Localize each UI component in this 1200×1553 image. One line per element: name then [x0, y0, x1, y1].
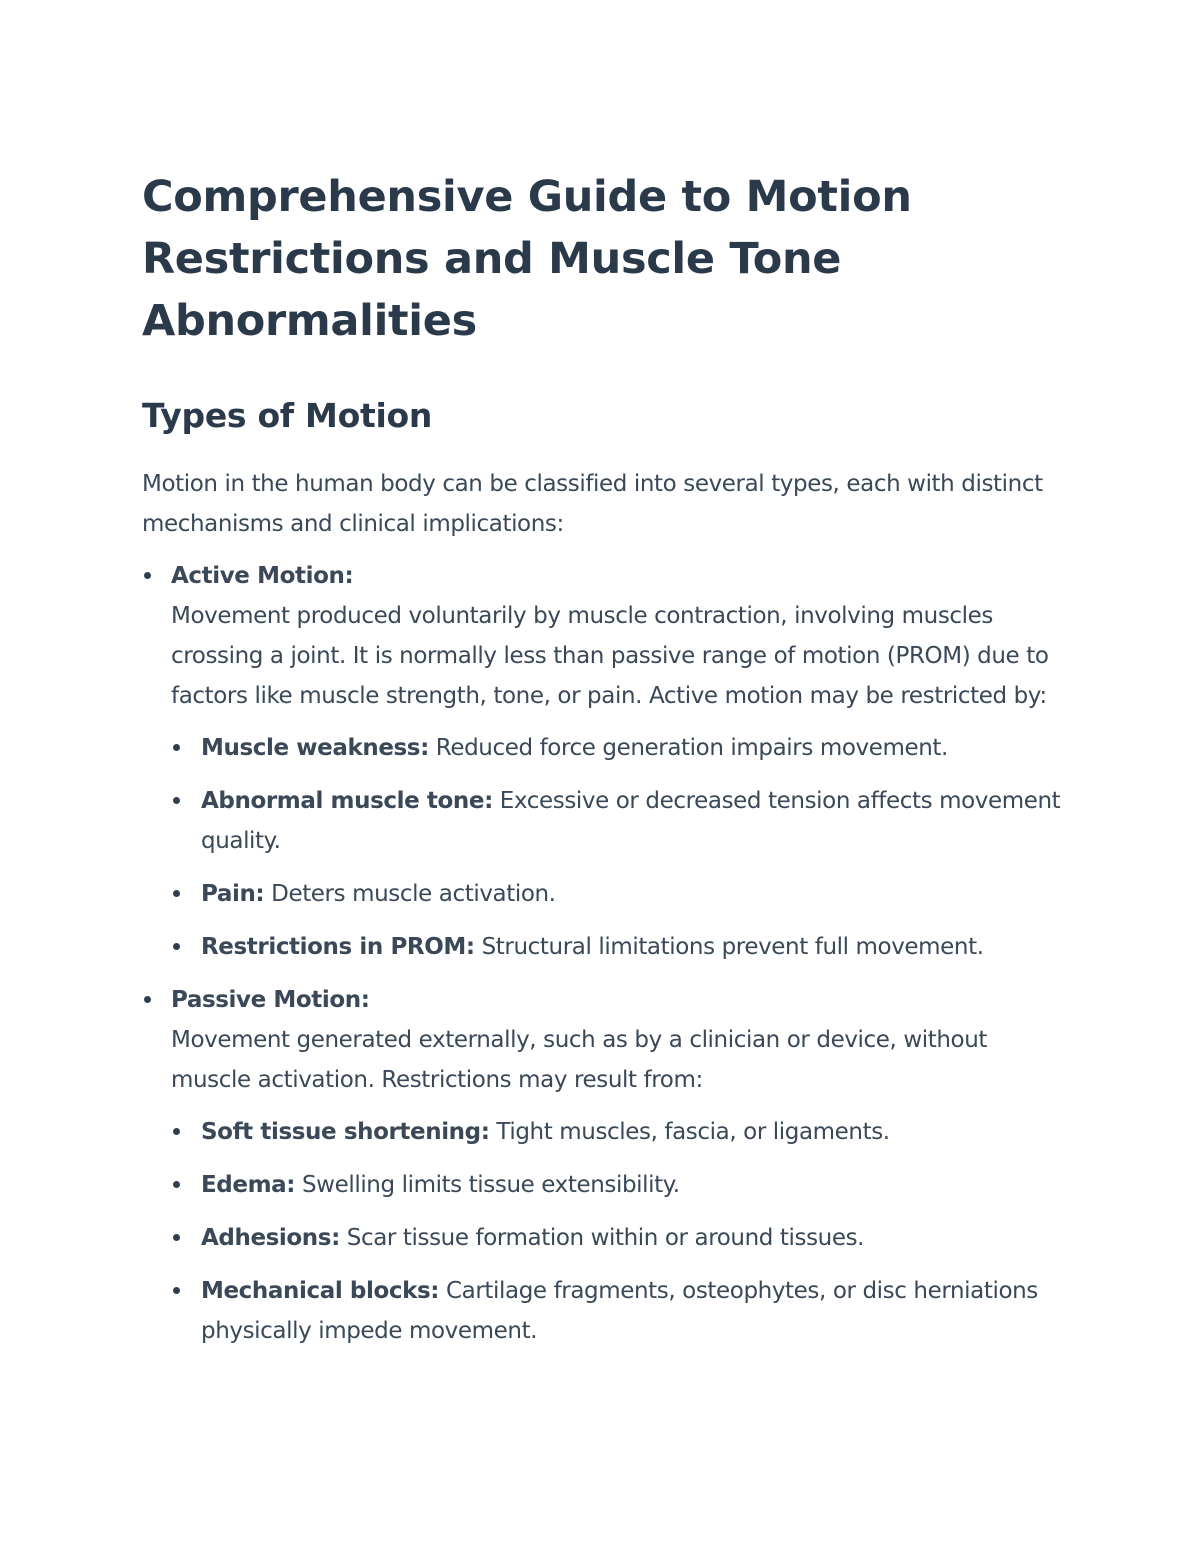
item-description: Movement produced voluntarily by muscle contraction, involving muscles crossing a joint. It is normally less than passive range of motion (PROM) due to factors like muscle strength, tone, or pain. Active motion may be restricted by:	[171, 603, 1049, 709]
sub-list-item	[171, 728, 1072, 768]
sub-list-item	[171, 781, 1072, 861]
sub-list-item	[171, 874, 1072, 914]
sub-list-item	[171, 1165, 1072, 1205]
sub-list	[171, 728, 1072, 967]
sub-list-item	[171, 927, 1072, 967]
bullet-icon	[173, 797, 180, 804]
sub-item-term: Edema:	[201, 1172, 296, 1198]
sub-item-term: Adhesions:	[201, 1225, 340, 1251]
item-title: Active Motion:	[171, 563, 354, 589]
sub-item-text: Scar tissue formation within or around tissues.	[339, 1225, 865, 1251]
bullet-icon	[173, 943, 180, 950]
sub-list-item	[171, 1112, 1072, 1152]
section-heading: Types of Motion	[142, 396, 433, 435]
document-page	[142, 166, 1072, 1364]
sub-item-text: Reduced force generation impairs movement.	[428, 735, 948, 761]
intro-paragraph: Motion in the human body can be classified into several types, each with distinct mechanisms and clinical implications:	[142, 471, 1043, 537]
sub-item-term: Muscle weakness:	[201, 735, 429, 761]
sub-item-text: Tight muscles, fascia, or ligaments.	[489, 1119, 890, 1145]
bullet-icon	[173, 890, 180, 897]
bullet-icon	[144, 996, 151, 1003]
item-title: Passive Motion:	[171, 987, 370, 1013]
bullet-icon	[173, 1234, 180, 1241]
bullet-icon	[173, 744, 180, 751]
sub-item-text: Swelling limits tissue extensibility.	[295, 1172, 680, 1198]
sub-item-term: Soft tissue shortening:	[201, 1119, 490, 1145]
sub-item-term: Mechanical blocks:	[201, 1278, 440, 1304]
bullet-icon	[173, 1128, 180, 1135]
sub-item-term: Restrictions in PROM:	[201, 934, 475, 960]
item-description: Movement generated externally, such as by a clinician or device, without muscle activation. Restrictions may result from:	[171, 1027, 988, 1093]
document-title: Comprehensive Guide to Motion Restrictions and Muscle Tone Abnormalities	[142, 172, 912, 346]
bullet-icon	[173, 1181, 180, 1188]
sub-item-text: Deters muscle activation.	[264, 881, 556, 907]
sub-item-text: Excessive or decreased tension affects movement quality.	[201, 788, 1061, 854]
bullet-icon	[144, 572, 151, 579]
sub-list	[171, 1112, 1072, 1351]
sub-item-text: Structural limitations prevent full movement.	[474, 934, 984, 960]
bullet-icon	[173, 1287, 180, 1294]
sub-list-item	[171, 1218, 1072, 1258]
list-item-passive-motion	[142, 980, 1072, 1351]
sub-item-term: Pain:	[201, 881, 265, 907]
sub-list-item	[171, 1271, 1072, 1351]
list-item-active-motion	[142, 556, 1072, 967]
sub-item-term: Abnormal muscle tone:	[201, 788, 493, 814]
sub-item-text: Cartilage fragments, osteophytes, or disc herniations physically impede movement.	[201, 1278, 1038, 1344]
motion-types-list	[142, 556, 1072, 1351]
